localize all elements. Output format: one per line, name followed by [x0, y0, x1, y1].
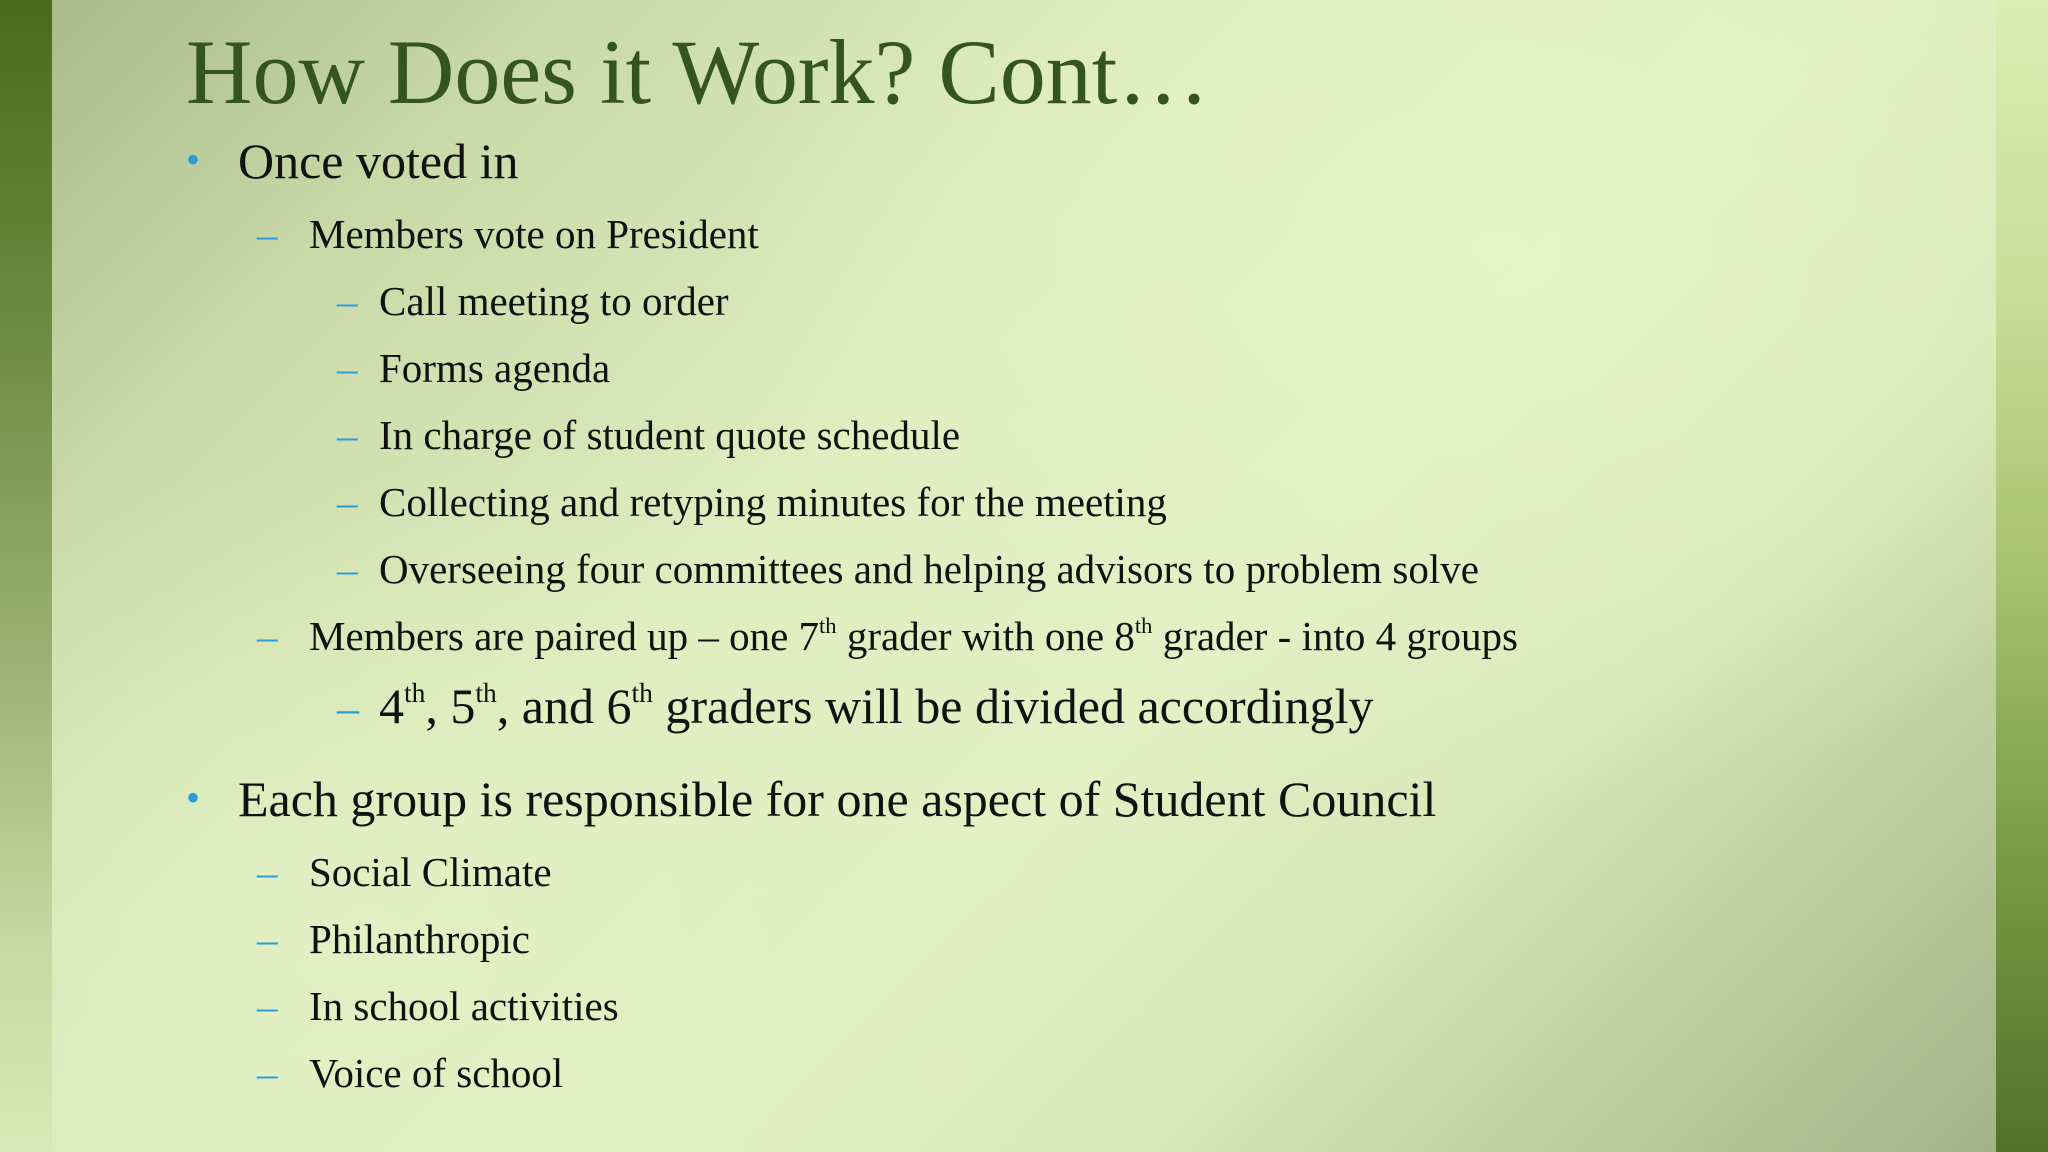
superscript: th — [475, 677, 497, 709]
bullet-once-voted-in — [186, 130, 518, 192]
sub-bullet-text: Members vote on President — [309, 211, 759, 257]
dash-icon: – — [337, 278, 358, 324]
aspect-text: Philanthropic — [309, 916, 530, 962]
dash-icon: – — [257, 983, 278, 1029]
pairing-text-2: grader with one 8 — [836, 613, 1135, 659]
president-duty — [337, 476, 1167, 528]
president-duty — [337, 275, 729, 327]
aspect-text: Social Climate — [309, 849, 552, 895]
dash-icon: – — [337, 684, 359, 733]
pairing-text-1: Members are paired up – one 7 — [309, 613, 820, 659]
pairing-text-3: grader - into 4 groups — [1152, 613, 1518, 659]
bullet-dot-icon: • — [186, 137, 201, 182]
president-duty — [337, 543, 1479, 595]
president-duty — [337, 342, 610, 394]
aspect-item — [257, 846, 552, 898]
superscript: th — [1134, 613, 1153, 639]
dash-icon: – — [337, 546, 358, 592]
duty-text: Forms agenda — [379, 345, 611, 391]
superscript: th — [819, 613, 837, 639]
dash-icon: – — [257, 916, 278, 962]
bullet-dot-icon: • — [186, 775, 201, 820]
aspect-item — [257, 980, 619, 1032]
dash-icon: – — [337, 479, 358, 525]
bullet-text: Each group is responsible for one aspect of Student Council — [238, 771, 1437, 827]
dash-icon: – — [257, 211, 278, 257]
slide-title: How Does it Work? Cont… — [186, 21, 1210, 123]
grade-6: , and 6 — [496, 678, 632, 734]
superscript: th — [631, 677, 653, 709]
sub-bullet-pairing — [257, 610, 1518, 662]
president-duty — [337, 409, 960, 461]
bullet-text: Once voted in — [238, 133, 519, 189]
grade-5: , 5 — [425, 678, 476, 734]
aspect-item — [257, 913, 530, 965]
dash-icon: – — [337, 345, 358, 391]
duty-text: Call meeting to order — [379, 278, 729, 324]
dash-icon: – — [257, 1050, 278, 1096]
bullet-each-group — [186, 768, 1436, 830]
superscript: th — [404, 677, 426, 709]
duty-text: Collecting and retyping minutes for the meeting — [379, 479, 1167, 525]
right-edge-decoration — [1996, 0, 2048, 1152]
left-edge-decoration — [0, 0, 52, 1152]
dash-icon: – — [257, 613, 278, 659]
grades-text: graders will be divided accordingly — [652, 678, 1374, 734]
duty-text: In charge of student quote schedule — [379, 412, 961, 458]
aspect-text: In school activities — [309, 983, 619, 1029]
grades-division — [337, 675, 1373, 737]
aspect-item — [257, 1047, 563, 1099]
aspect-text: Voice of school — [309, 1050, 564, 1096]
dash-icon: – — [337, 412, 358, 458]
dash-icon: – — [257, 849, 278, 895]
sub-bullet-president — [257, 208, 759, 260]
grade-4: 4 — [379, 678, 404, 734]
duty-text: Overseeing four committees and helping advisors to problem solve — [379, 546, 1479, 592]
